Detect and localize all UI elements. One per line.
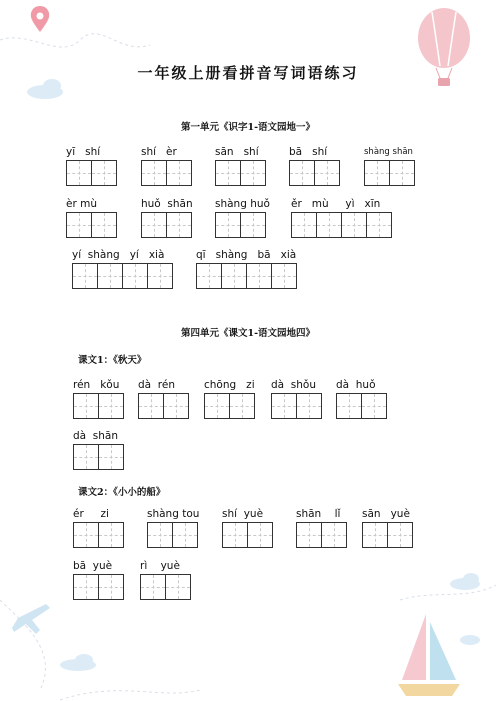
location-pin-icon xyxy=(31,6,49,32)
dashed-path-top xyxy=(0,34,150,47)
writing-boxes[interactable] xyxy=(73,574,123,600)
word-pinyin: rì yuè xyxy=(140,560,180,572)
word-pinyin: dà rén xyxy=(138,379,175,391)
unit1-heading: 第一单元《识字1-语文园地一》 xyxy=(180,122,316,133)
word-pinyin: shí yuè xyxy=(222,508,264,520)
writing-boxes[interactable] xyxy=(66,160,116,186)
writing-boxes[interactable] xyxy=(196,263,296,289)
dashed-path-right xyxy=(400,585,496,600)
word-pinyin: yī shí xyxy=(66,146,101,158)
writing-boxes[interactable] xyxy=(296,522,346,548)
writing-boxes[interactable] xyxy=(336,393,386,419)
word-pinyin: chōng zi xyxy=(204,379,255,391)
unit4-heading: 第四单元《课文1-语文园地四》 xyxy=(180,328,316,339)
writing-boxes[interactable] xyxy=(73,444,123,470)
writing-boxes[interactable] xyxy=(362,522,412,548)
word-pinyin: bā yuè xyxy=(73,560,113,572)
word-pinyin: sān shí xyxy=(215,146,259,158)
word-pinyin: shàng tou xyxy=(147,508,200,520)
writing-boxes[interactable] xyxy=(215,212,265,238)
page-title: 一年级上册看拼音写词语练习 xyxy=(137,64,359,82)
word-pinyin: shí èr xyxy=(141,146,177,158)
writing-boxes[interactable] xyxy=(291,212,391,238)
airplane-icon xyxy=(12,604,50,634)
writing-boxes[interactable] xyxy=(73,522,123,548)
word-pinyin: ér zi xyxy=(73,508,109,520)
word-pinyin: ěr mù yì xīn xyxy=(291,198,381,210)
writing-boxes[interactable] xyxy=(271,393,321,419)
writing-boxes[interactable] xyxy=(140,574,190,600)
writing-boxes[interactable] xyxy=(147,522,197,548)
word-pinyin: bā shí xyxy=(289,146,328,158)
writing-boxes[interactable] xyxy=(138,393,188,419)
word-pinyin: shān lǐ xyxy=(296,508,341,520)
lesson2-heading: 课文2：《小小的船》 xyxy=(78,487,166,498)
writing-boxes[interactable] xyxy=(215,160,265,186)
word-pinyin: sān yuè xyxy=(362,508,410,520)
word-pinyin: èr mù xyxy=(66,198,97,210)
writing-boxes[interactable] xyxy=(66,212,116,238)
writing-boxes[interactable] xyxy=(204,393,254,419)
word-pinyin: dà huǒ xyxy=(336,379,376,391)
word-pinyin: qī shàng bā xià xyxy=(196,249,297,261)
writing-boxes[interactable] xyxy=(289,160,339,186)
writing-boxes[interactable] xyxy=(141,160,191,186)
lesson1-heading: 课文1：《秋天》 xyxy=(78,355,147,366)
word-pinyin: yí shàng yí xià xyxy=(72,249,165,261)
word-pinyin: dà shān xyxy=(73,430,118,442)
sailboat-icon xyxy=(398,614,460,696)
writing-boxes[interactable] xyxy=(72,263,172,289)
word-pinyin: shàng huǒ xyxy=(215,198,270,210)
writing-boxes[interactable] xyxy=(73,393,123,419)
writing-boxes[interactable] xyxy=(364,160,414,186)
writing-boxes[interactable] xyxy=(222,522,272,548)
word-pinyin: dà shǒu xyxy=(271,379,316,391)
word-pinyin: shàng shān xyxy=(364,147,413,157)
writing-boxes[interactable] xyxy=(141,212,191,238)
word-pinyin: huǒ shān xyxy=(141,198,193,210)
word-pinyin: rén kǒu xyxy=(73,379,120,391)
